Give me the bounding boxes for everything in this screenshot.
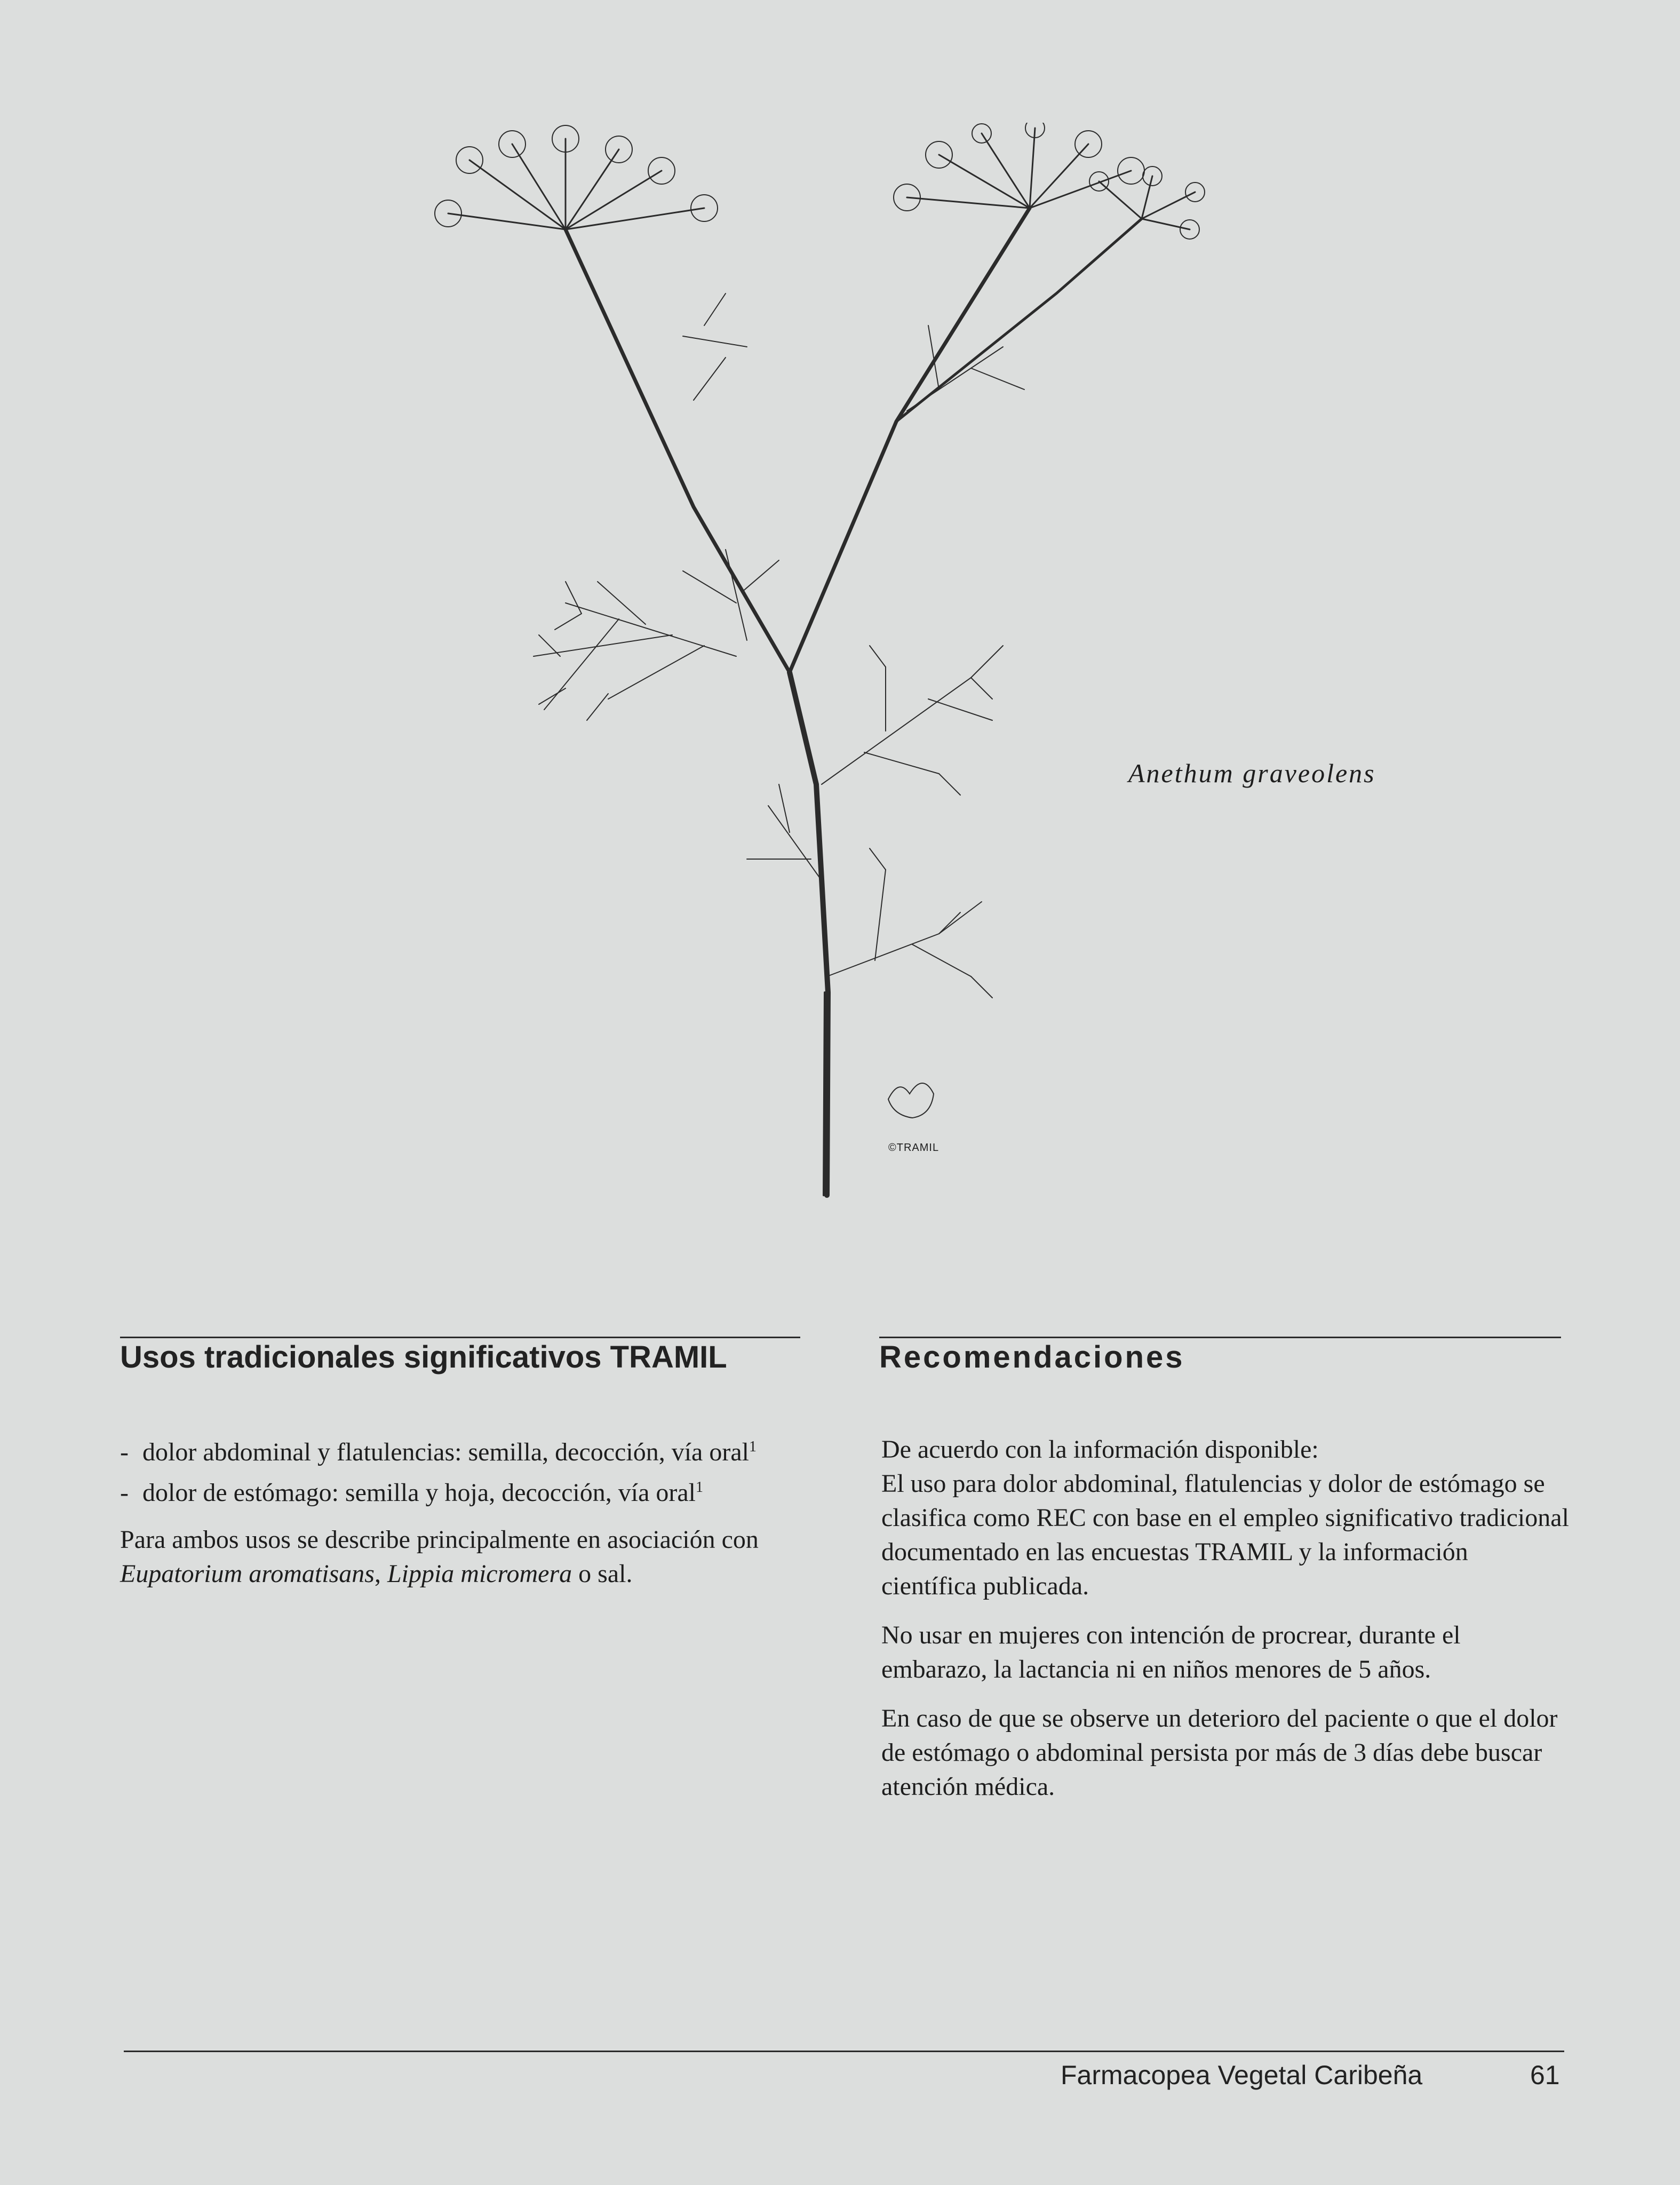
footer-title: Farmacopea Vegetal Caribeña [1061,2060,1423,2090]
anethum-graveolens-illustration [405,123,1339,1227]
recommendation-paragraph: No usar en mujeres con intención de procrear, durante el embarazo, la lactancia ni en niños menores de 5 años. [881,1621,1461,1683]
reference-marker: 1 [696,1479,704,1496]
recomendaciones-heading: Recomendaciones [879,1340,1185,1374]
left-heading-rule [120,1337,800,1338]
list-item-text: dolor de estómago: semilla y hoja, decocción, vía oral$^1$ [142,1479,704,1507]
species-name: Lippia micromera [387,1560,572,1588]
page-number: 61 [1530,2060,1560,2090]
list-item-text: dolor abdominal y flatulencias: semilla, decocción, vía oral$^1$ [142,1438,757,1466]
list-dash: - [120,1438,129,1466]
species-name: Eupatorium aromatisans [120,1560,375,1588]
usos-heading: Usos tradicionales significativos TRAMIL [120,1340,727,1374]
footer-rule [124,2051,1564,2052]
list-item [120,1476,814,1510]
copyright-label: ©TRAMIL [888,1142,939,1154]
list-dash: - [120,1479,129,1507]
right-heading-rule [879,1337,1561,1338]
reference-marker: 1 [749,1439,757,1455]
figure-caption: Anethum graveolens [1128,758,1376,788]
list-item [120,1435,814,1469]
recommendation-paragraph: De acuerdo con la información disponible: El uso para dolor abdominal, flatulencias y dolor de estómago se clasifica como REC con base en el empleo significativo tradicional documentado en las encuestas TRAMIL y la información científica publicada. [881,1435,1569,1600]
recommendation-paragraph: En caso de que se observe un deterioro del paciente o que el dolor de estómago o abdominal persista por más de 3 días debe buscar atención médica. [881,1704,1558,1801]
recomendaciones-section [881,1433,1570,1814]
usos-note: Para ambos usos se describe principalmente en asociación con Eupatorium aromatisans, Lippia micromera o sal. [120,1525,759,1588]
usos-section [120,1435,814,1601]
